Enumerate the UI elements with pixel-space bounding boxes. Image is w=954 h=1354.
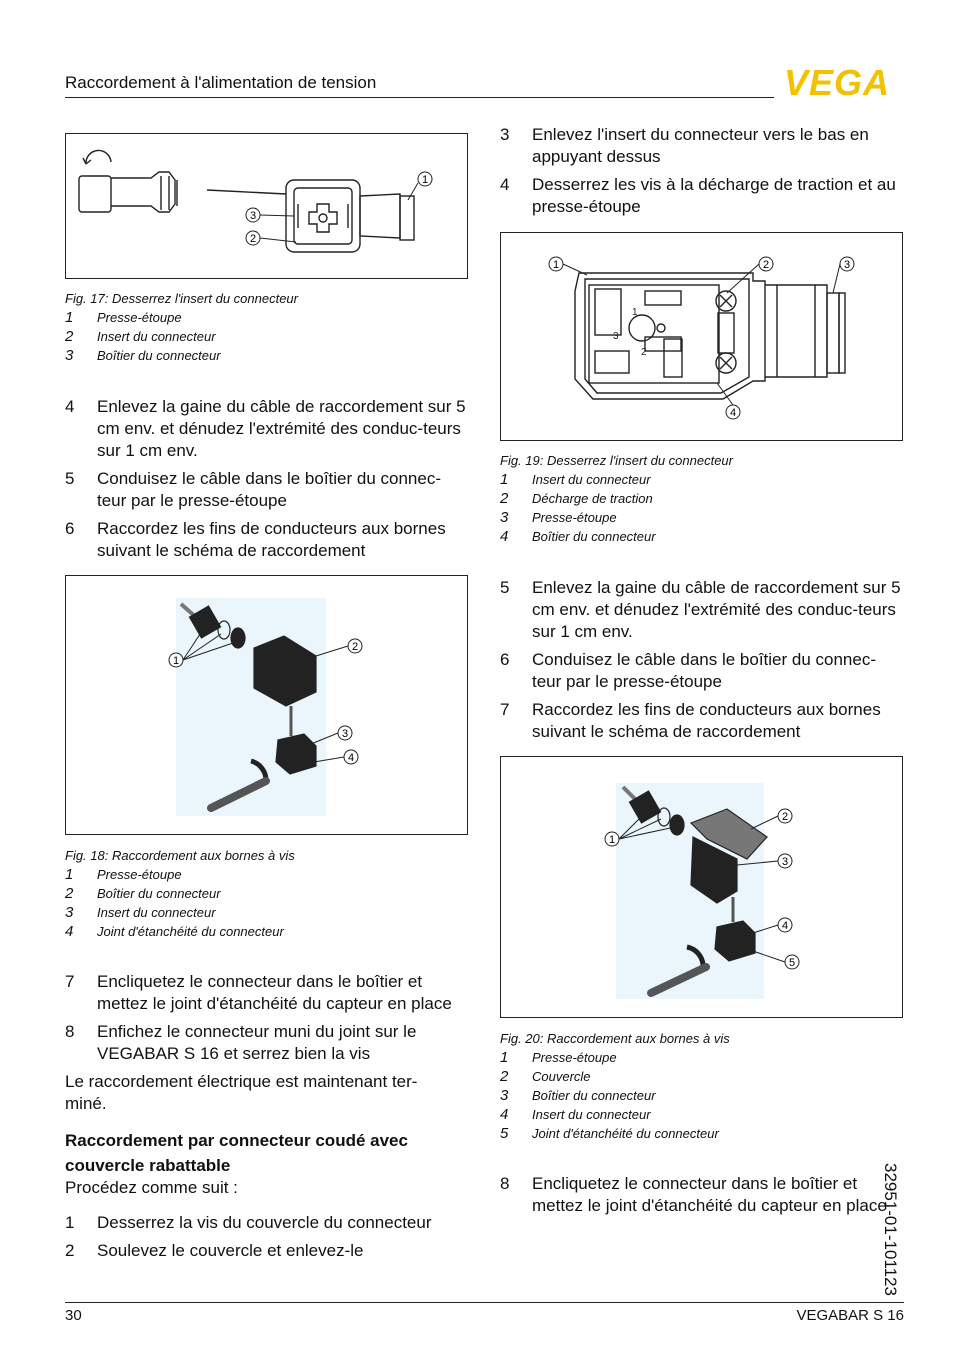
footer-rule — [65, 1302, 904, 1303]
fig18-drawing — [66, 576, 467, 834]
fig19-callout: 1 — [552, 259, 560, 271]
fig19-caption — [500, 451, 900, 546]
fig20-callout: 5 — [788, 957, 796, 969]
page-header-title: Raccordement à l'alimentation de tension — [65, 73, 377, 92]
legend-item: 3 Boîtier du connecteur — [65, 347, 221, 364]
document-number: 32951-01-101123 — [881, 1163, 900, 1296]
fig20-caption — [500, 1029, 900, 1143]
list-item: 5 Enlevez la gaine du câble de raccordement sur 5 cm env. et dénudez l'extrémité des conduc-teurs sur 1 cm env. — [500, 578, 901, 641]
pin-label: 1 — [632, 307, 638, 318]
fig20-title: Fig. 20: Raccordement aux bornes à vis — [500, 1031, 730, 1046]
pin-label: 3 — [613, 331, 619, 342]
fig19-callout: 3 — [843, 259, 851, 271]
left-steps-a — [65, 396, 470, 568]
fig20-callout: 4 — [781, 920, 789, 932]
fig18-callout: 4 — [347, 752, 355, 764]
legend-item: 3 Presse-étoupe — [500, 509, 617, 526]
fig19-callout: 2 — [762, 259, 770, 271]
legend-item: 4 Insert du connecteur — [500, 1106, 651, 1123]
right-steps-c — [500, 1173, 905, 1223]
legend-item: 1 Presse-étoupe — [500, 1049, 617, 1066]
right-steps-a — [500, 124, 905, 224]
list-item: 6 Raccordez les fins de conducteurs aux bornes suivant le schéma de raccordement — [65, 519, 446, 560]
list-item: 6 Conduisez le câble dans le boîtier du connec-teur par le presse-étoupe — [500, 650, 876, 691]
fig18-callout: 2 — [351, 641, 359, 653]
list-item: 7 Raccordez les fins de conducteurs aux bornes suivant le schéma de raccordement — [500, 700, 881, 741]
legend-item: 5 Joint d'étanchéité du connecteur — [500, 1125, 719, 1142]
fig18-callout: 1 — [172, 655, 180, 667]
list-item: 8 Encliquetez le connecteur dans le boîtier et mettez le joint d'étanchéité du capteur en place — [500, 1174, 887, 1215]
pin-label: 2 — [641, 347, 647, 358]
legend-item: 2 Insert du connecteur — [65, 328, 216, 345]
list-item: 7 Encliquetez le connecteur dans le boîtier et mettez le joint d'étanchéité du capteur en place — [65, 972, 452, 1013]
figure-20 — [500, 756, 903, 1018]
legend-item: 2 Boîtier du connecteur — [65, 885, 221, 902]
fig18-caption — [65, 846, 465, 941]
fig19-drawing — [501, 233, 902, 440]
list-item: 4 Desserrez les vis à la décharge de traction et au presse-étoupe — [500, 175, 896, 216]
paragraph-done: Le raccordement électrique est maintenant ter-miné. — [65, 1072, 418, 1113]
legend-item: 2 Couvercle — [500, 1068, 591, 1085]
logo-text: VEGA — [784, 66, 891, 98]
right-steps-b — [500, 577, 905, 749]
legend-item: 1 Presse-étoupe — [65, 309, 182, 326]
fig20-callout: 1 — [608, 834, 616, 846]
vega-logo — [784, 66, 904, 98]
fig17-drawing — [66, 134, 467, 278]
list-item: 5 Conduisez le câble dans le boîtier du connec-teur par le presse-étoupe — [65, 469, 441, 510]
fig19-callout: 4 — [729, 407, 737, 419]
fig17-caption — [65, 289, 465, 365]
fig18-callout: 3 — [341, 728, 349, 740]
list-item: 3 Enlevez l'insert du connecteur vers le bas en appuyant dessus — [500, 125, 869, 166]
page-number: 30 — [65, 1307, 82, 1324]
list-item: 4 Enlevez la gaine du câble de raccordement sur 5 cm env. et dénudez l'extrémité des conduc-teurs sur 1 cm env. — [65, 397, 466, 460]
fig19-title: Fig. 19: Desserrez l'insert du connecteur — [500, 453, 733, 468]
list-item: 1 Desserrez la vis du couvercle du connecteur — [65, 1213, 432, 1232]
section-heading: Raccordement par connecteur coudé avec couvercle rabattable — [65, 1131, 408, 1175]
fig20-drawing — [501, 757, 902, 1017]
legend-item: 2 Décharge de traction — [500, 490, 653, 507]
fig20-callout: 3 — [781, 856, 789, 868]
left-steps-b — [65, 971, 470, 1071]
legend-item: 1 Insert du connecteur — [500, 471, 651, 488]
legend-item: 3 Insert du connecteur — [65, 904, 216, 921]
header-rule — [65, 97, 774, 98]
fig20-callout: 2 — [781, 811, 789, 823]
figure-17 — [65, 133, 468, 279]
figure-19 — [500, 232, 903, 441]
legend-item: 1 Presse-étoupe — [65, 866, 182, 883]
list-item: 8 Enfichez le connecteur muni du joint sur le VEGABAR S 16 et serrez bien la vis — [65, 1022, 417, 1063]
left-steps-c — [65, 1212, 470, 1268]
product-name: VEGABAR S 16 — [796, 1307, 904, 1324]
legend-item: 4 Joint d'étanchéité du connecteur — [65, 923, 284, 940]
fig17-callout: 3 — [249, 210, 257, 222]
list-item: 2 Soulevez le couvercle et enlevez-le — [65, 1241, 364, 1260]
fig17-title: Fig. 17: Desserrez l'insert du connecteur — [65, 291, 298, 306]
legend-item: 4 Boîtier du connecteur — [500, 528, 656, 545]
paragraph-procedez: Procédez comme suit : — [65, 1178, 238, 1197]
figure-18 — [65, 575, 468, 835]
legend-item: 3 Boîtier du connecteur — [500, 1087, 656, 1104]
fig17-callout: 1 — [421, 174, 429, 186]
fig18-title: Fig. 18: Raccordement aux bornes à vis — [65, 848, 295, 863]
fig17-callout: 2 — [249, 233, 257, 245]
